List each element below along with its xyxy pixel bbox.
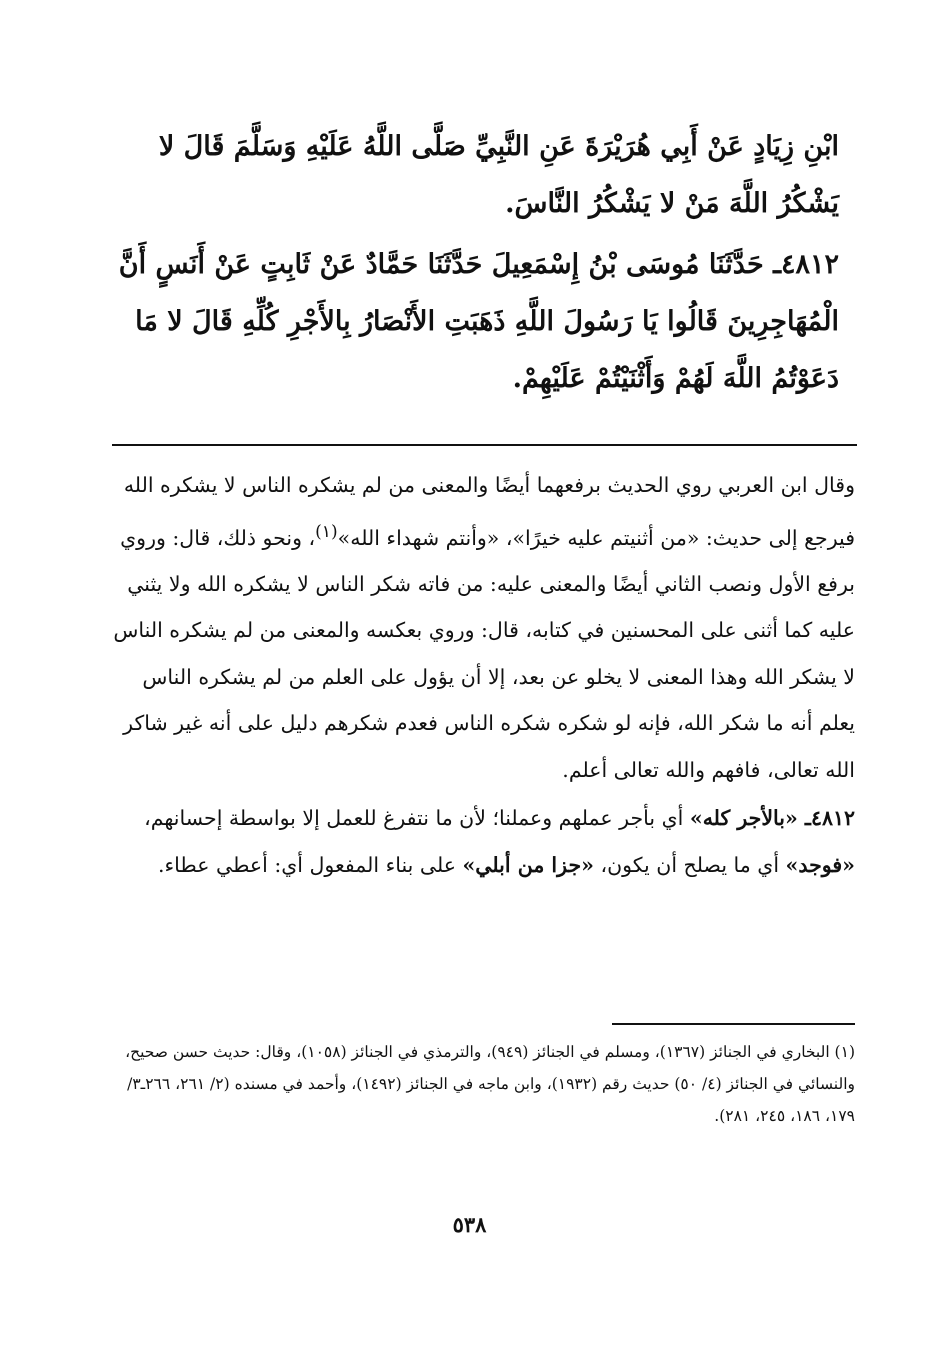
hadith-body: ـ حَدَّثَنَا مُوسَى بْنُ إِسْمَعِيلَ حَدَّثَنَا حَمَّادٌ عَنْ ثَابِتٍ عَنْ أَنَسٍ أَنَّ الْمُهَاجِرِينَ قَالُوا يَا رَسُولَ اللَّهِ ذَهَبَتِ الأَنْصَارُ بِالأَجْرِ كُلِّهِ قَالَ لا مَا دَعَوْتُمُ اللَّهَ لَهُمْ وَأَثْنَيْتُمْ عَلَيْهِمْ. bbox=[118, 249, 839, 394]
commentary-divider bbox=[112, 444, 857, 446]
commentary-hadith-number: ٤٨١٢ bbox=[810, 806, 855, 831]
commentary-quote-1: ـ «بالأجر كله» bbox=[689, 806, 811, 831]
commentary-text: وقال ابن العربي روي الحديث برفعهما أيضًا والمعنى من لم يشكره الناس لا يشكره الله فيرجع إلى حديث: «من أثنيتم عليه خيرًا»، «وأنتم شهداء الله» bbox=[123, 473, 855, 550]
hadith-previous-ending: ابْنِ زِيَادٍ عَنْ أَبِي هُرَيْرَةَ عَنِ النَّبِيِّ صَلَّى اللَّهُ عَلَيْهِ وَسَلَّمَ قَالَ لا يَشْكُرُ اللَّهَ مَنْ لا يَشْكُرُ النَّاسَ. bbox=[158, 131, 839, 219]
footnote-1: (١) البخاري في الجنائز (١٣٦٧)، ومسلم في الجنائز (٩٤٩)، والترمذي في الجنائز (١٠٥٨)، وقال: حديث حسن صحيح، والنسائي في الجنائز (٤/ ٥٠) حديث رقم (١٩٣٢)، وابن ماجه في الجنائز (١٤٩٢)، وأحمد في مسنده (٢/ ٢٦١، ٢٦٦ـ٣/ ١٧٩، ١٨٦، ٢٤٥، ٢٨١). bbox=[125, 1043, 855, 1125]
hadith-text-block bbox=[100, 118, 839, 407]
commentary-text-continued: ، ونحو ذلك، قال: وروي برفع الأول ونصب الثاني أيضًا والمعنى عليه: من فاته شكر الناس لا يشكره الله ولا يثني عليه كما أثنى على المحسنين في كتابه، قال: وروي بعكسه والمعنى من لم يشكره الناس لا يشكر الله وهذا المعنى لا يخلو عن بعد، إلا أن يؤول على العلم من لم يشكره الناس يعلم أنه ما شكر الله، فإنه لو شكره شكره الناس فعدم شكرهم دليل على أنه غير شاكر الله تعالى، فافهم والله تعالى أعلم. bbox=[113, 525, 855, 782]
commentary-quote-3: «جزا من أبلي» bbox=[462, 852, 594, 877]
commentary-quote-2: «فوجد» bbox=[785, 852, 855, 877]
commentary-explanation-1: أي بأجر عملهم وعملنا؛ لأن ما نتفرغ للعمل إلا بواسطة إحسانهم، bbox=[144, 806, 690, 831]
commentary-block bbox=[100, 462, 855, 888]
commentary-paragraph-2 bbox=[100, 795, 855, 888]
footnote-divider bbox=[612, 1023, 855, 1025]
commentary-explanation-2: أي ما يصلح أن يكون، bbox=[593, 852, 786, 877]
hadith-number: ٤٨١٢ bbox=[780, 249, 839, 280]
page-number: ٥٣٨ bbox=[452, 1212, 487, 1237]
commentary-paragraph-1 bbox=[100, 462, 855, 793]
footnote-block bbox=[100, 1036, 855, 1132]
footnote-reference: (١) bbox=[315, 521, 338, 542]
hadith-4812 bbox=[100, 236, 839, 407]
commentary-explanation-3: على بناء المفعول أي: أعطي عطاء. bbox=[158, 852, 463, 877]
